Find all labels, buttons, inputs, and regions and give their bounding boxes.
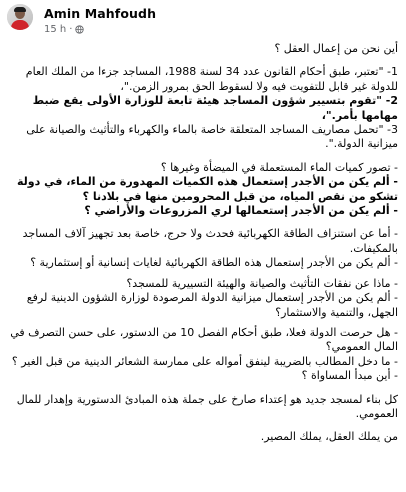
meta-separator: · [69, 23, 73, 35]
question-article-10: - هل حرصت الدولة فعلا، طبق أحكام الفصل 10 من الدستور، على حسن التصرف في المال العمومي؟ [10, 325, 398, 354]
avatar[interactable] [7, 4, 33, 30]
question-furnishing: - ماذا عن نفقات التأثيث والصيانة والهيئة التسييرية للمسجد؟ [126, 276, 398, 290]
author-name[interactable]: Amin Mahfoudh [44, 6, 157, 21]
closing-line: من يملك العقل، يملك المصير. [260, 430, 398, 444]
question-intro: أين نحن من إعمال العقل ؟ [274, 42, 398, 55]
law-clause-2: 2- "تقوم بتسيير شؤون المساجد هيئة تابعة للوزارة الأولى يقع ضبط مهامها بأمر."، [32, 94, 398, 122]
law-clause-1: 1- "تعتبر، طبق أحكام القانون عدد 34 لسنة 1988، المساجد جزءا من الملك العام للدولة غير قابل للتفويت فيه ولا لسقوط الحق بمرور الزمن."، [25, 65, 398, 93]
question-tax: - ما دخل المطالب بالضريبة لينفق أمواله على ممارسة الشعائر الدينية من قبل الغير ؟ [11, 354, 398, 368]
question-budget: - ألم يكن من الأجدر إستعمال ميزانية الدولة المرصودة لوزارة الشؤون الدينية لرفع الجهل، والتنمية والاستثمار؟ [26, 291, 398, 319]
conclusion: كل بناء لمسجد جديد هو إعتداء صارخ على جملة هذه المبادئ الدستورية وإهدار للمال العمومي. [16, 392, 398, 420]
question-water-waste: - ألم يكن من الأجدر إستعمال هذه الكميات المهدورة من الماء، في دولة تشكو من نقص المياه، من قبل المحرومين منها في بلادنا ؟ [16, 175, 398, 203]
post-body [6, 42, 398, 445]
globe-icon [75, 25, 84, 34]
question-water: - تصور كميات الماء المستعملة في الميضأة وغيرها ؟ [160, 160, 398, 174]
post-time[interactable]: 15 h [44, 23, 67, 35]
paragraph-electricity: - أما عن استنزاف الطاقة الكهربائية فحدث ولا حرج، خاصة بعد تجهيز آلاف المساجد بالمكيفات. [22, 227, 398, 255]
question-electricity: - ألم يكن من الأجدر إستعمال هذه الطاقة الكهربائية لغايات إنسانية أو إستثمارية ؟ [30, 256, 398, 270]
question-equality: - أين مبدأ المساواة ؟ [301, 369, 398, 383]
law-clause-3: 3- "تحمل مصاريف المساجد المتعلقة خاصة بالماء والكهرباء والتأثيث والصيانة على ميزانية الدولة.". [26, 123, 398, 151]
question-water-farms: - ألم يكن من الأجدر إستعمالها لري المزروعات والأراضي ؟ [84, 204, 398, 218]
post-header [0, 0, 406, 40]
post-meta [44, 23, 84, 35]
